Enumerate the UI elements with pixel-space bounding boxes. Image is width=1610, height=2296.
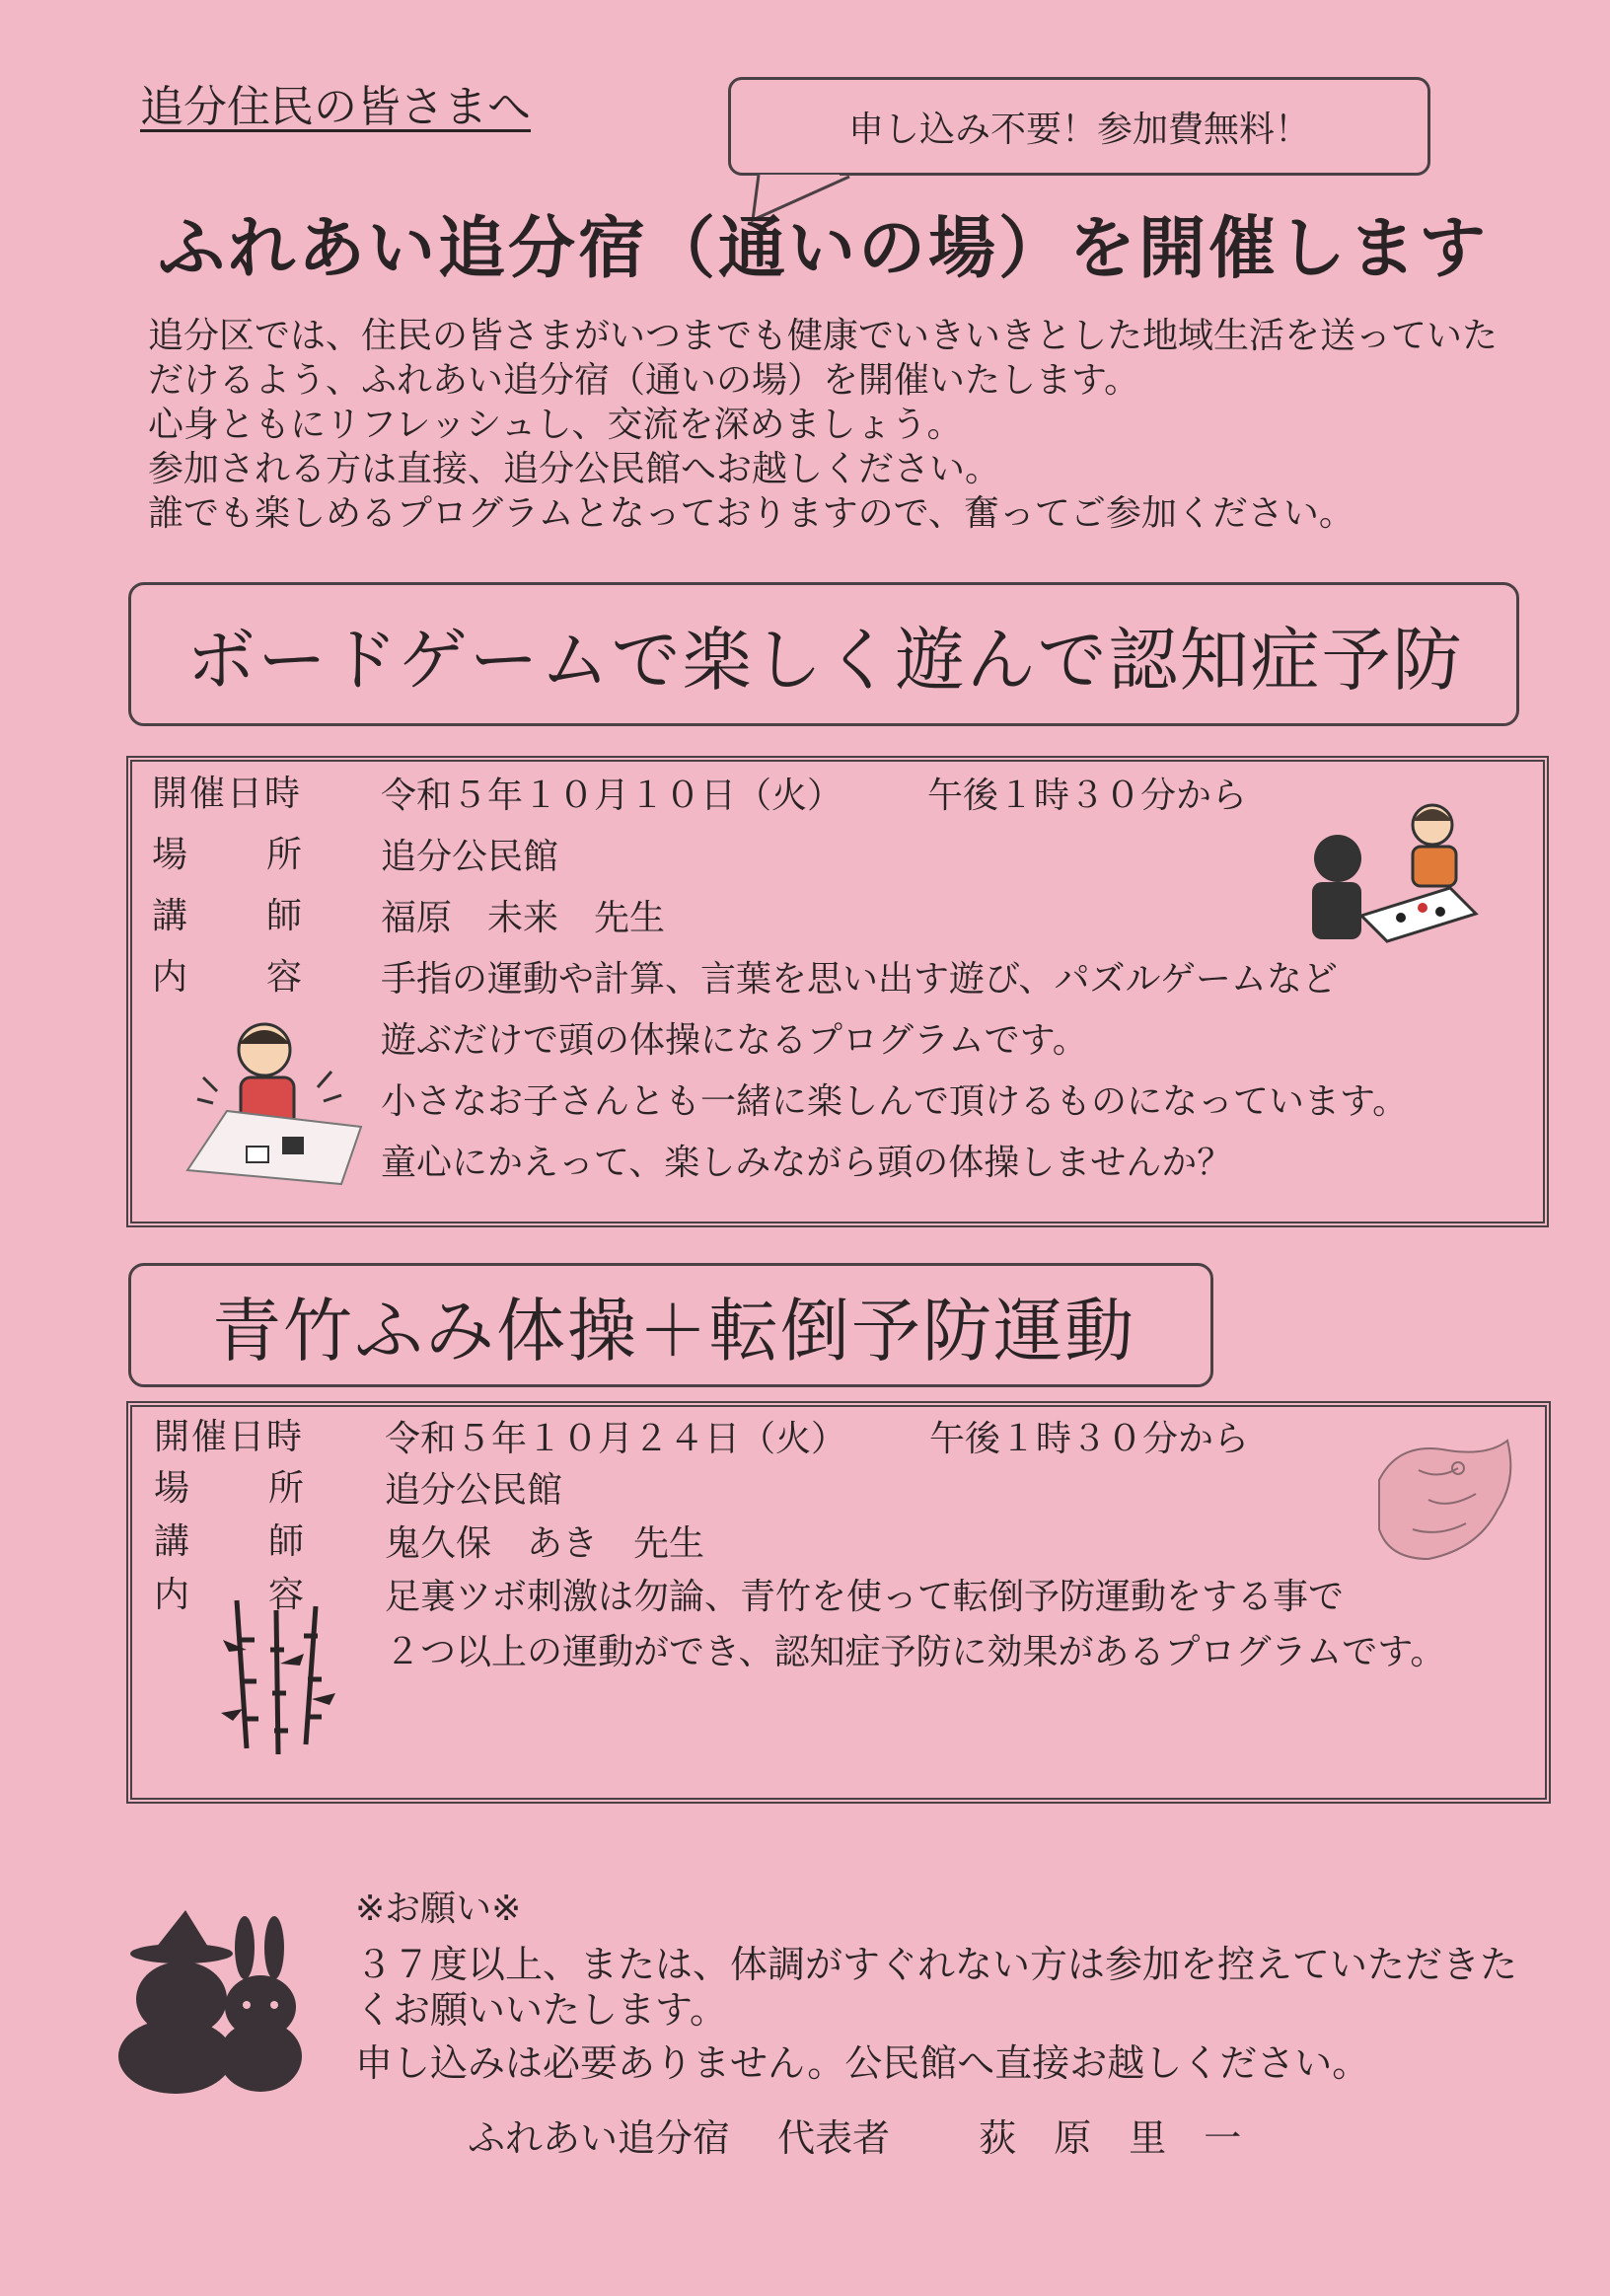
halloween-animals-icon [116,1908,314,2094]
event1-place: 追分公民館 [381,837,559,877]
event1-lecturer: 福原 未来 先生 [381,898,666,938]
date-label: 開催日時 [152,774,303,814]
event2-time: 午後１時３０分から [929,1419,1250,1459]
notice-line: 申し込みは必要ありません。公民館へ直接お越しください。 [355,2041,1370,2085]
content-label-b: 容 [268,1575,307,1615]
event1-details [126,756,1549,1227]
organization-name: ふれあい追分宿 [468,2116,731,2160]
free-entry-bubble [728,77,1430,176]
lecturer-label-b: 師 [266,896,305,936]
place-label-b: 所 [266,835,305,875]
event2-lecturer: 鬼久保 あき 先生 [385,1523,705,1564]
free-entry-text: 申し込み不要！参加費無料！ [847,109,1310,150]
event1-content-line: 童心にかえって、楽しみながら頭の体操しませんか？ [381,1143,1233,1183]
content-label-b: 容 [266,957,305,998]
lecturer-label-a: 講 [152,896,190,936]
greeting: 追分住民の皆さまへ [140,82,531,132]
content-label-a: 内 [154,1575,192,1615]
event1-title: ボードゲームで楽しく遊んで認知症予防 [128,582,1519,726]
lecturer-label-b: 師 [268,1521,307,1562]
event1-content-line: 小さなお子さんとも一緒に楽しんで頂けるものになっています。 [381,1081,1409,1122]
board-game-kids-icon [1302,797,1490,945]
representative-role: 代表者 [777,2116,891,2160]
intro-line: 心身ともにリフレッシュし、交流を深めましょう。 [148,405,963,445]
notice-line: ３７度以上、または、体調がすぐれない方は参加を控えていただきた [355,1943,1518,1986]
date-label: 開催日時 [154,1417,305,1457]
place-label-a: 場 [154,1468,192,1509]
notice-line: くお願いいたします。 [355,1988,727,2032]
intro-line: 誰でも楽しめるプログラムとなっておりますので、奮ってご参加ください。 [148,493,1354,534]
event1-date: 令和５年１０月１０日（火） [381,776,843,816]
event2-place: 追分公民館 [385,1470,563,1511]
content-label-a: 内 [152,957,190,998]
event2-details [126,1401,1551,1804]
event2-title: 青竹ふみ体操＋転倒予防運動 [128,1263,1213,1387]
bamboo-icon [207,1591,355,1758]
foot-massage-icon [1359,1421,1527,1579]
event2-date: 令和５年１０月２４日（火） [385,1419,847,1459]
event1-time: 午後１時３０分から [927,776,1248,816]
notice-heading: ※お願い※ [355,1889,522,1929]
intro-line: だけるよう、ふれあい追分宿（通いの場）を開催いたします。 [148,360,1140,401]
intro-paragraph [148,314,1529,536]
representative-name: 荻 原 里 一 [979,2116,1242,2160]
place-label-b: 所 [268,1468,307,1509]
event1-content-line: 手指の運動や計算、言葉を思い出す遊び、パズルゲームなど [381,959,1338,1000]
intro-line: 参加される方は直接、追分公民館へお越しください。 [148,449,1001,489]
page-title: ふれあい追分宿（通いの場）を開催します [158,210,1490,288]
place-label-a: 場 [152,835,190,875]
intro-line: 追分区では、住民の皆さまがいつまでも健康でいきいきとした地域生活を送っていた [148,316,1499,356]
event1-content-line: 遊ぶだけで頭の体操になるプログラムです。 [381,1020,1088,1061]
lecturer-label-a: 講 [154,1521,192,1562]
signature [468,2108,1277,2162]
event2-content-line: ２つ以上の運動ができ、認知症予防に効果があるプログラムです。 [385,1632,1446,1672]
event2-content-line: 足裏ツボ刺激は勿論、青竹を使って転倒予防運動をする事で [385,1577,1345,1617]
card-game-kid-icon [183,1008,371,1186]
